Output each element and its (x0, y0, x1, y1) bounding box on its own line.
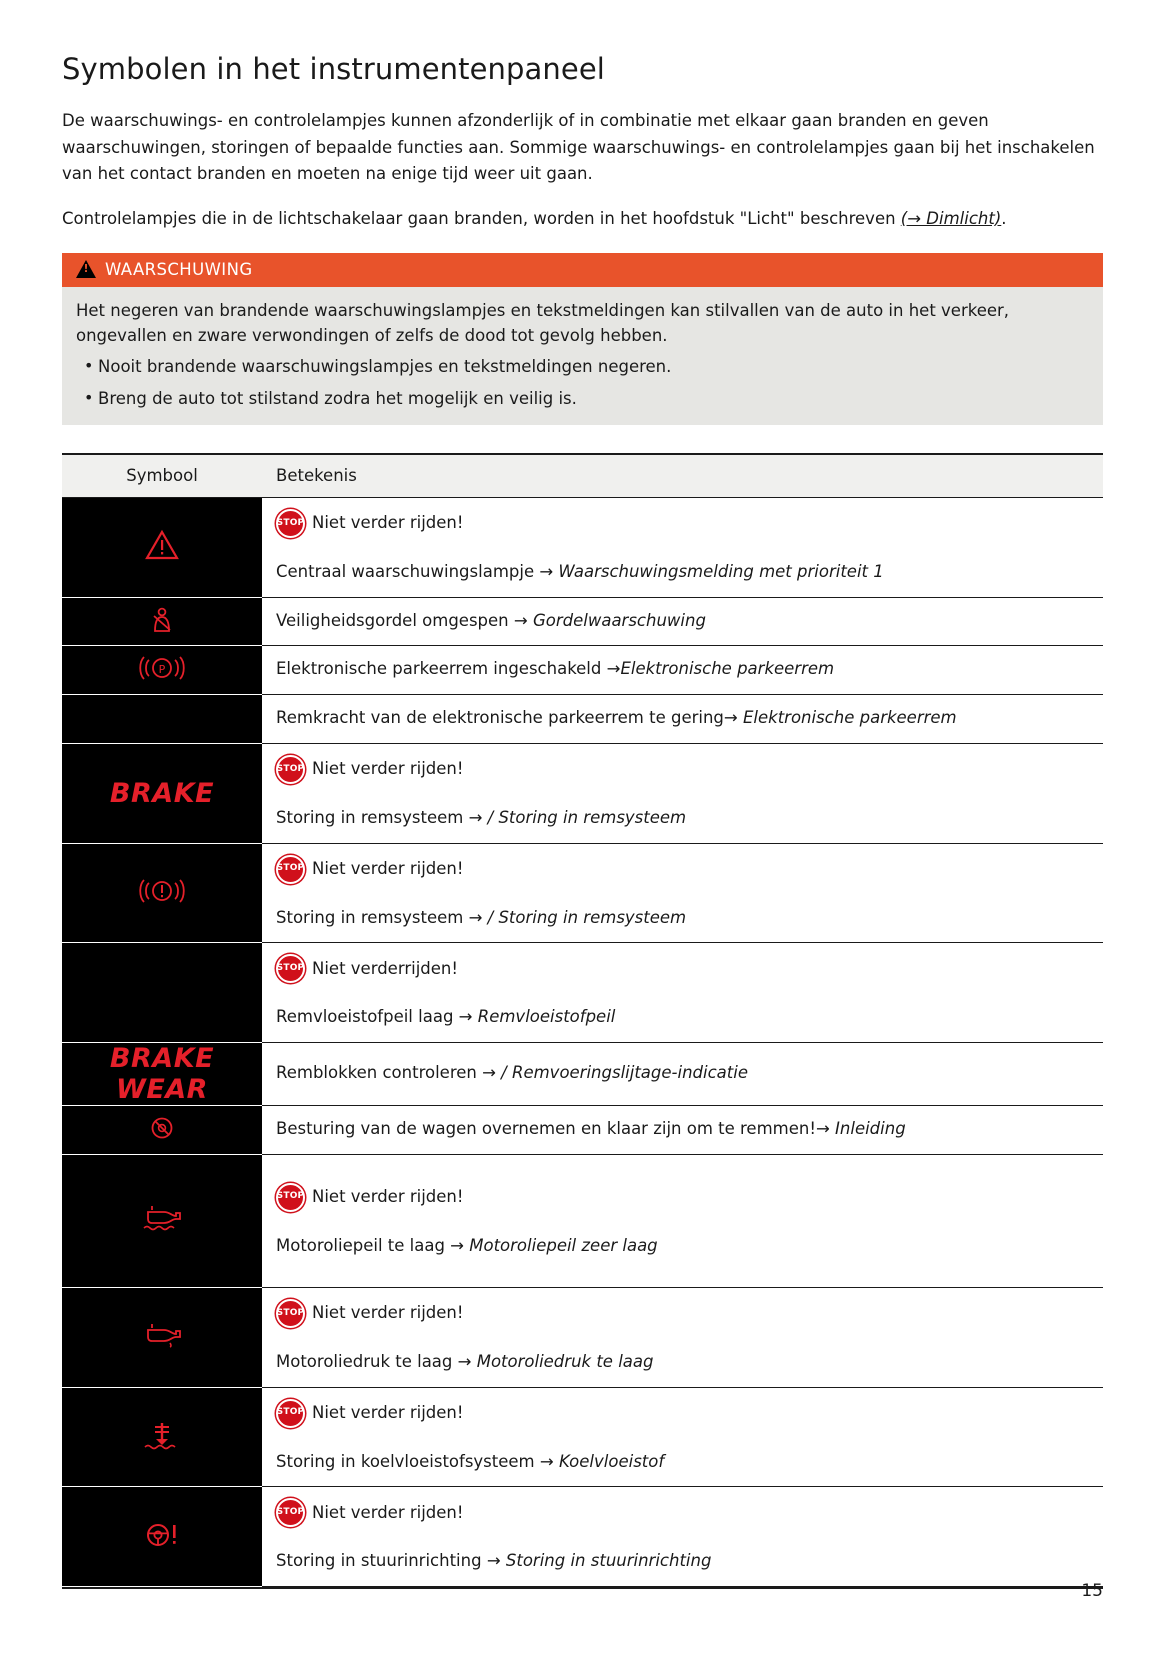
stop-text: Niet verderrijden! (312, 958, 458, 978)
meaning-cell (262, 1387, 1103, 1487)
meaning-reference[interactable]: Storing in stuurinrichting (500, 1551, 712, 1571)
table-bottom-rule (62, 1587, 1103, 1589)
meaning-text: Remkracht van de elektronische parkeerrem te gering (276, 708, 724, 728)
no-autonomous-drive-icon (147, 1115, 177, 1144)
arrow-glyph: → (539, 1451, 554, 1471)
arrow-glyph: → (723, 708, 738, 728)
warning-callout (62, 253, 1103, 425)
parking-brake-icon (139, 655, 185, 684)
stop-icon: STOP (276, 509, 305, 538)
arrow-glyph: → (486, 1551, 501, 1571)
meaning-line (276, 609, 1097, 634)
meaning-cell (262, 497, 1103, 597)
meaning-text: Elektronische parkeerrem ingeschakeld (276, 659, 607, 679)
stop-text: Niet verder rijden! (312, 1502, 464, 1522)
table-row (62, 1387, 1103, 1487)
arrow-glyph: → (815, 1119, 830, 1139)
meaning-cell (262, 1106, 1103, 1155)
meaning-reference[interactable]: Elektronische parkeerrem (620, 659, 835, 679)
meaning-line (276, 560, 1097, 585)
symbols-table (62, 453, 1103, 1587)
stop-line (276, 1183, 1097, 1212)
meaning-line (276, 906, 1097, 931)
meaning-text: Motoroliedruk te laag (276, 1351, 458, 1371)
meaning-line (276, 657, 1097, 682)
meaning-reference[interactable]: Inleiding (829, 1119, 906, 1139)
cross-reference-link[interactable]: (→ Dimlicht) (900, 209, 1002, 229)
arrow-glyph: → (457, 1351, 472, 1371)
meaning-reference[interactable]: / Storing in remsysteem (482, 907, 687, 927)
meaning-text: Storing in stuurinrichting (276, 1551, 487, 1571)
symbol-cell (62, 1487, 262, 1587)
stop-icon: STOP (276, 1183, 305, 1212)
meaning-text: Besturing van de wagen overnemen en klaar zijn om te remmen! (276, 1119, 816, 1139)
coolant-temp-icon (142, 1420, 182, 1453)
meaning-text: Storing in koelvloeistofsysteem (276, 1451, 540, 1471)
meaning-line (276, 1061, 1097, 1086)
meaning-text: Centraal waarschuwingslampje (276, 561, 540, 581)
meaning-cell (262, 943, 1103, 1043)
steering-fault-icon (142, 1521, 182, 1552)
stop-line (276, 509, 1097, 538)
table-row (62, 1287, 1103, 1387)
stop-line (276, 1399, 1097, 1428)
stop-line (276, 855, 1097, 884)
intro2-text-after: . (1001, 209, 1007, 229)
arrow-glyph: → (482, 1063, 496, 1083)
meaning-cell (262, 1487, 1103, 1587)
intro-paragraph-1: De waarschuwings- en controlelampjes kunnen afzonderlijk of in combinatie met elkaar gaan branden en geven waarschuwingen, storingen of bepaalde functies aan. Sommige waarschuwings- en controlelampjes gaan bij het inschakelen van het contact branden en moeten na enige tijd weer uit gaan. (62, 111, 1095, 184)
meaning-line (276, 1005, 1097, 1030)
meaning-reference[interactable]: Elektronische parkeerrem (737, 708, 957, 728)
table-row (62, 695, 1103, 744)
stop-icon: STOP (276, 1498, 305, 1527)
meaning-line (276, 1350, 1097, 1375)
table-row (62, 1043, 1103, 1106)
meaning-text: Remblokken controleren (276, 1063, 483, 1083)
meaning-cell (262, 646, 1103, 695)
intro2-text-before: Controlelampjes die in de lichtschakelaar gaan branden, worden in het hoofdstuk "Licht" beschreven (62, 209, 901, 229)
column-header-symbol: Symbool (62, 454, 262, 498)
meaning-reference[interactable]: Motoroliepeil zeer laag (464, 1235, 658, 1255)
meaning-cell (262, 743, 1103, 843)
warning-header (62, 253, 1103, 287)
oil-level-icon (140, 1204, 184, 1237)
meaning-reference[interactable]: Waarschuwingsmelding met prioriteit 1 (553, 561, 884, 581)
warning-bullet-list (76, 355, 1089, 412)
oil-pressure-icon (140, 1322, 184, 1351)
table-header-row (62, 454, 1103, 498)
brake-text-icon: BRAKE (109, 777, 215, 809)
stop-text: Niet verder rijden! (312, 1186, 464, 1206)
symbol-cell (62, 743, 262, 843)
stop-icon: STOP (276, 755, 305, 784)
meaning-line (276, 806, 1097, 831)
arrow-glyph: → (468, 807, 483, 827)
stop-line (276, 755, 1097, 784)
meaning-reference[interactable]: / Storing in remsysteem (482, 807, 687, 827)
meaning-text: Remvloeistofpeil laag (276, 1007, 459, 1027)
meaning-cell (262, 1043, 1103, 1106)
table-row (62, 943, 1103, 1043)
svg-text:P: P (158, 663, 166, 677)
meaning-reference[interactable]: Remvloeistofpeil (472, 1007, 616, 1027)
stop-line (276, 954, 1097, 983)
symbol-cell (62, 597, 262, 646)
page-number: 15 (1081, 1581, 1103, 1601)
column-header-meaning: Betekenis (262, 454, 1103, 498)
stop-icon: STOP (276, 855, 305, 884)
table-row (62, 497, 1103, 597)
stop-icon: STOP (276, 954, 305, 983)
stop-icon: STOP (276, 1299, 305, 1328)
table-row (62, 597, 1103, 646)
arrow-glyph: → (450, 1235, 464, 1255)
table-row (62, 1487, 1103, 1587)
meaning-line (276, 1117, 1097, 1142)
meaning-line (276, 1450, 1097, 1475)
table-row (62, 646, 1103, 695)
stop-icon: STOP (276, 1399, 305, 1428)
stop-line (276, 1299, 1097, 1328)
meaning-cell (262, 695, 1103, 744)
table-row (62, 1154, 1103, 1287)
stop-text: Niet verder rijden! (312, 1402, 464, 1422)
stop-text: Niet verder rijden! (312, 1303, 464, 1322)
symbol-cell (62, 1106, 262, 1155)
meaning-text: Motoroliepeil te laag (276, 1235, 451, 1255)
meaning-line (276, 1549, 1097, 1574)
symbol-cell (62, 497, 262, 597)
arrow-glyph: → (458, 1007, 473, 1027)
symbol-cell (62, 1287, 262, 1387)
stop-text: Niet verder rijden! (312, 513, 464, 532)
meaning-text: Storing in remsysteem (276, 807, 469, 827)
symbol-cell (62, 1043, 262, 1106)
seatbelt-icon (149, 606, 175, 637)
meaning-reference[interactable]: / Remvoeringslijtage-indicatie (495, 1063, 748, 1083)
symbol-cell (62, 843, 262, 943)
symbol-cell (62, 943, 262, 1043)
meaning-text: Veiligheidsgordel omgespen (276, 610, 514, 630)
brake-wear-text-icon: BRAKE WEAR (109, 1043, 215, 1106)
stop-text: Niet verder rijden! (312, 759, 464, 778)
arrow-glyph: → (606, 659, 621, 679)
meaning-line (276, 1234, 1097, 1259)
arrow-glyph: → (513, 610, 528, 630)
symbol-cell (62, 1154, 262, 1287)
warning-body-text: Het negeren van brandende waarschuwingslampjes en tekstmeldingen kan stilvallen van de auto in het verkeer, ongevallen en zware verwondingen of zelfs de dood tot gevolg hebben. (76, 300, 1010, 345)
warning-bullet-2: • Breng de auto tot stilstand zodra het mogelijk en veilig is. (76, 387, 1089, 412)
warning-body (62, 287, 1103, 425)
meaning-cell (262, 597, 1103, 646)
symbol-cell (62, 646, 262, 695)
warning-heading-label: WAARSCHUWING (105, 259, 253, 279)
meaning-reference[interactable]: Gordelwaarschuwing (527, 610, 706, 630)
warning-triangle-icon (145, 529, 179, 564)
brake-circle-icon (139, 878, 185, 907)
meaning-line (276, 706, 1097, 731)
stop-line (276, 1498, 1097, 1527)
symbol-cell (62, 695, 262, 744)
meaning-cell (262, 843, 1103, 943)
meaning-cell (262, 1287, 1103, 1387)
table-row (62, 1106, 1103, 1155)
meaning-cell (262, 1154, 1103, 1287)
table-row (62, 843, 1103, 943)
warning-triangle-icon (76, 260, 96, 278)
stop-text: Niet verder rijden! (312, 858, 464, 878)
symbol-cell (62, 1387, 262, 1487)
warning-bullet-1: • Nooit brandende waarschuwingslampjes en tekstmeldingen negeren. (76, 355, 1089, 380)
arrow-glyph: → (468, 907, 483, 927)
arrow-glyph: → (539, 561, 554, 581)
table-row (62, 743, 1103, 843)
intro-paragraph-2 (62, 206, 1103, 233)
page-title: Symbolen in het instrumentenpaneel (62, 52, 605, 86)
meaning-reference[interactable]: Motoroliedruk te laag (471, 1351, 654, 1371)
meaning-reference[interactable]: Koelvloeistof (553, 1451, 665, 1471)
meaning-text: Storing in remsysteem (276, 907, 469, 927)
